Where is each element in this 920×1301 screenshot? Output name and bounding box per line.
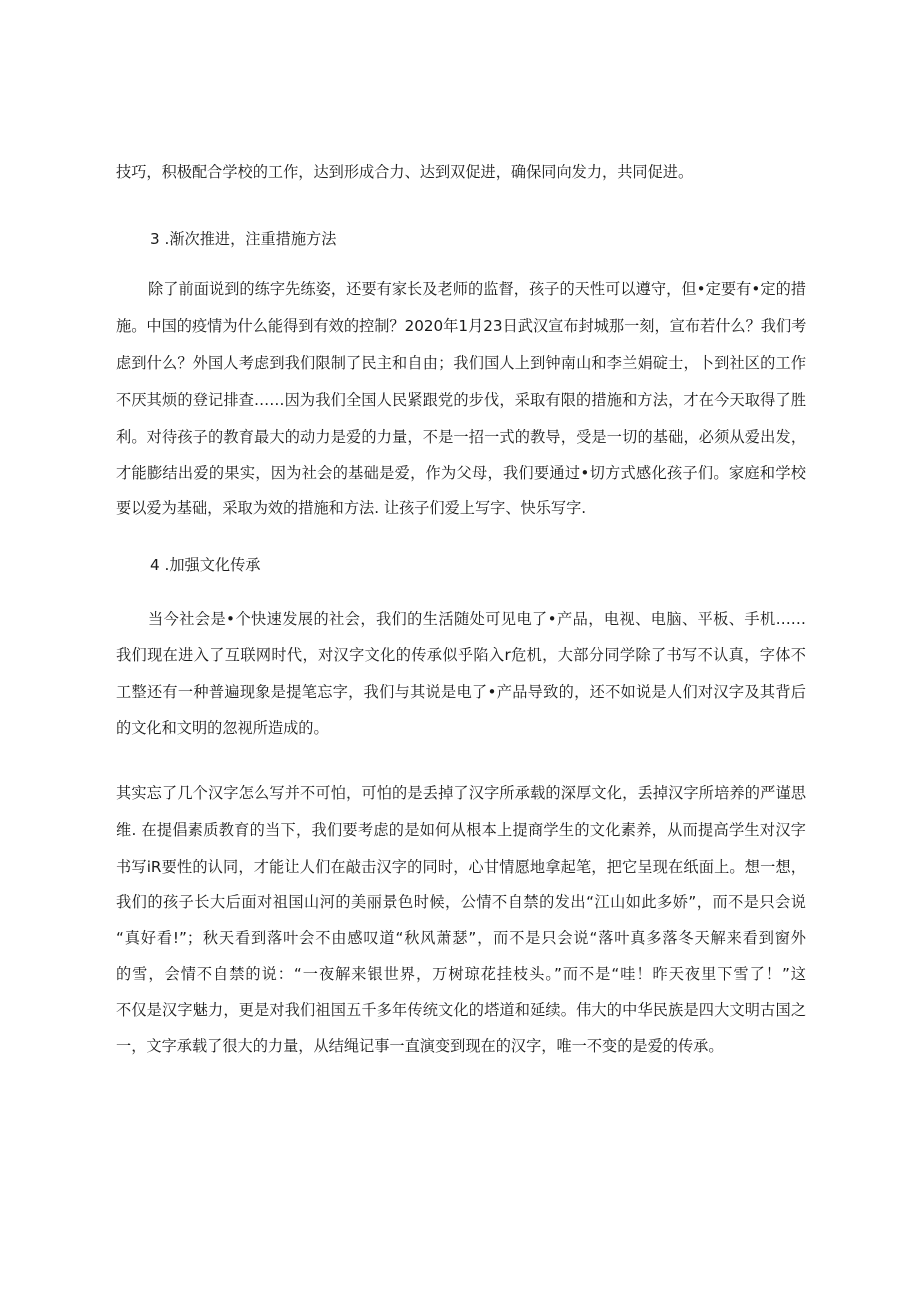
section-4-heading: 4 .加强文化传承 <box>150 556 261 574</box>
section-3-line: 虑到什么？外国人考虑到我们限制了民主和自由；我们国人上到钟南山和李兰娟碇士，卜到社区的工作 <box>116 354 806 372</box>
section-4-para2-line: 一，文字承载了很大的力量，从结绳记事一直演变到现在的汉字，唯一不变的是爱的传承。 <box>116 1037 724 1055</box>
section-4-para2-line: 不仅是汉字魅力，更是对我们祖国五千多年传统文化的塔道和延续。伟大的中华民族是四大文明古国之 <box>116 1001 806 1019</box>
section-3-line: 利。对待孩子的教育最大的动力是爱的力量，不是一招一式的教导，受是一切的基础，必须从爱出发， <box>116 428 806 446</box>
section-4-para2-line: 维. 在提倡素质教育的当下，我们要考虑的是如何从根本上提商学生的文化素养，从而提高学生对汉字 <box>116 821 806 839</box>
section-4-para2-line: “真好看!”；秋天看到落叶会不由感叹道“秋风萧瑟”，而不是只会说“落叶真多落冬天解来看到窗外 <box>116 929 806 947</box>
section-4-para1-line: 我们现在进入了互联网时代，对汉字文化的传承似乎陷入r危机，大部分同学除了书写不认真，字体不 <box>116 646 806 664</box>
section-4-para2-line: 我们的孩子长大后面对祖国山河的美丽景色时候，公情不自禁的发出“江山如此多娇”，而不是只会说 <box>116 893 806 911</box>
section-3-line: 除了前面说到的练字先练姿，还要有家长及老师的监督，孩子的天性可以遵守，但•定要有•定的措 <box>148 280 806 298</box>
section-4-para1-line: 当今社会是•个快速发展的社会，我们的生活随处可见电了•产品，电视、电脑、平板、手机…… <box>148 610 806 628</box>
section-3-line: 才能膨结出爱的果实，因为社会的基础是爱，作为父母，我们要通过•切方式感化孩子们。家庭和学校 <box>116 464 806 482</box>
section-4-para2-line: 其实忘了几个汉字怎么写并不可怕，可怕的是丢掉了汉字所承载的深厚文化，丢掉汉字所培养的严谨思 <box>116 784 806 802</box>
section-4-para2-line: 的雪，会情不自禁的说：“一夜解来银世界，万树琼花挂枝头。”而不是“哇！昨天夜里下雪了！”这 <box>116 965 806 983</box>
section-4-para1-line: 的文化和文明的忽视所造成的。 <box>116 719 329 737</box>
section-3-line: 要以爱为基础，采取为效的措施和方法. 让孩子们爱上写字、快乐写字. <box>116 499 587 517</box>
section-3-line: 不厌其烦的登记排查……因为我们全国人民紧跟党的步伐，采取有限的措施和方法，才在今天取得了胜 <box>116 391 806 409</box>
section-4-para2-line: 书写iR要性的认同，才能让人们在敲击汉字的同时，心甘情愿地拿起笔，把它呈现在纸面上。想一想， <box>116 858 806 876</box>
section-3-line: 施。中国的疫情为什么能得到有效的控制？2020年1月23日武汉宣布封城那一刻，宣布若什么？我们考 <box>116 317 807 335</box>
intro-line: 技巧，积极配合学校的工作，达到形成合力、达到双促进，确保同向发力，共同促进。 <box>116 163 694 181</box>
section-4-para1-line: 工整还有一种普遍现象是提笔忘字，我们与其说是电了•产品导致的，还不如说是人们对汉字及其背后 <box>116 683 806 701</box>
section-3-heading: 3 .渐次推进，注重措施方法 <box>150 230 337 248</box>
